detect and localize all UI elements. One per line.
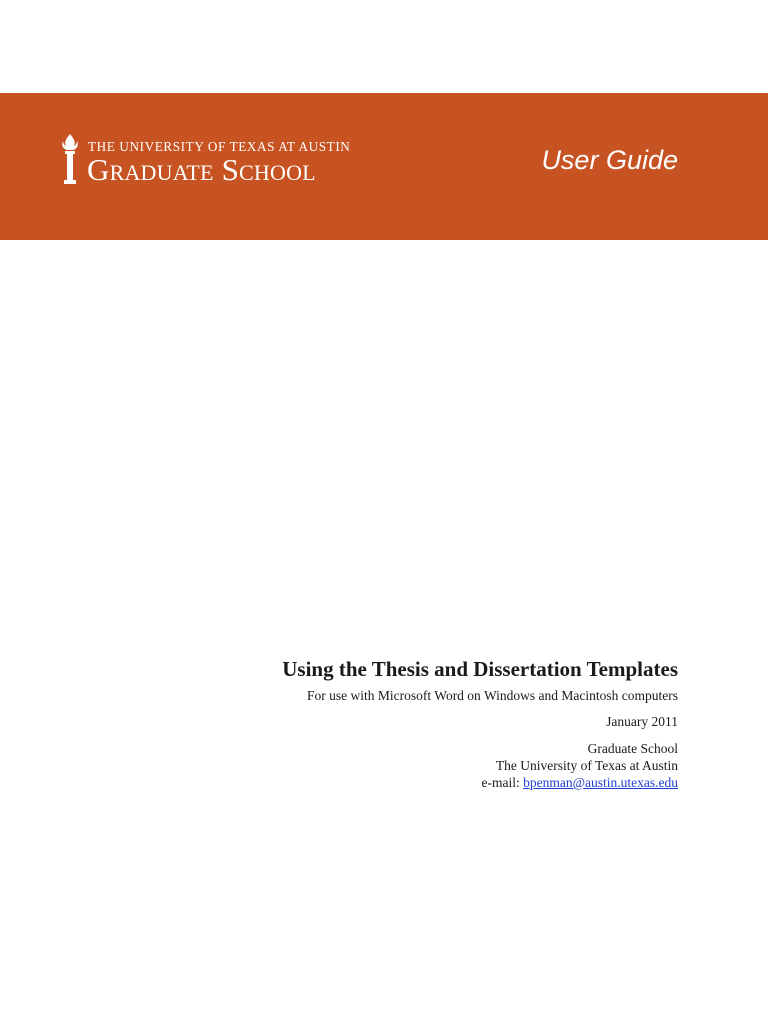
user-guide-label: User Guide bbox=[541, 145, 678, 175]
document-subtitle: For use with Microsoft Word on Windows and Macintosh computers bbox=[307, 688, 678, 703]
email-link[interactable]: bpenman@austin.utexas.edu bbox=[523, 775, 678, 790]
logo-school-name: Graduate School bbox=[87, 152, 316, 187]
contact-email-line bbox=[158, 774, 678, 791]
torch-icon bbox=[60, 133, 80, 185]
document-date: January 2011 bbox=[606, 714, 678, 729]
document-title: Using the Thesis and Dissertation Templates bbox=[282, 657, 678, 681]
header-banner bbox=[0, 93, 768, 240]
contact-info bbox=[158, 740, 678, 791]
title-block bbox=[158, 655, 678, 791]
contact-university: The University of Texas at Austin bbox=[495, 758, 678, 773]
email-label: e-mail: bbox=[481, 775, 524, 790]
logo-university-name: THE UNIVERSITY OF TEXAS AT AUSTIN bbox=[88, 139, 351, 154]
contact-org: Graduate School bbox=[587, 741, 678, 756]
graduate-school-logo bbox=[60, 133, 380, 189]
